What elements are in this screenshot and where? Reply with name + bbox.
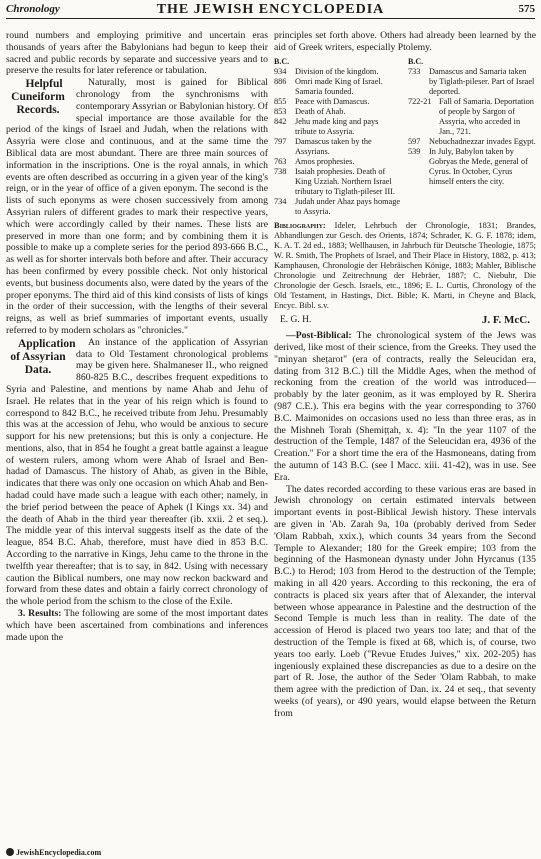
signature-author: J. F. McC. <box>481 314 530 327</box>
era-label: B.C. <box>408 56 424 66</box>
chronology-entry <box>274 107 402 117</box>
entry-event: Nebuchadnezzar invades Egypt. <box>429 136 536 146</box>
entry-year: 934 <box>274 66 287 76</box>
chronology-entry <box>274 137 402 157</box>
entry-year: 738 <box>274 166 287 176</box>
paragraph: principles set forth above. Others had already been learned by the aid of Greek writers, especially Ptolemy. <box>274 30 536 53</box>
chronology-entry <box>274 197 402 217</box>
chronology-column-left <box>274 57 402 217</box>
signature-initials: E. G. H. <box>280 315 312 326</box>
entry-year: 597 <box>408 136 421 146</box>
entry-year: 763 <box>274 156 287 166</box>
chronology-column-right <box>408 57 536 217</box>
entry-event: Fall of Samaria. Deportation of people by Sargon of Assyria, who acceded in Jan., 721. <box>439 96 534 136</box>
right-column <box>274 30 536 720</box>
running-header <box>6 2 535 19</box>
entry-event: Damascus taken by the Assyrians. <box>295 136 372 156</box>
chronology-entry <box>274 77 402 97</box>
bibliography-label: Bibliography: <box>274 220 326 230</box>
entry-event: In July, Babylon taken by Gobryas the Mede, general of Cyrus. In October, Cyrus himself enters the city. <box>429 146 528 186</box>
entry-year: 842 <box>274 116 287 126</box>
entry-year: 853 <box>274 106 287 116</box>
entry-year: 539 <box>408 146 421 156</box>
section-lead: 3. Results: <box>18 608 62 620</box>
entry-event: Omri made King of Israel. Samaria founded. <box>295 76 383 96</box>
site-watermark: JewishEncyclopedia.com <box>6 848 101 857</box>
era-label: B.C. <box>274 56 290 66</box>
entry-year: 733 <box>408 66 421 76</box>
margin-heading-assyrian: Application of Assyrian Data. <box>10 337 76 376</box>
entry-event: Amos prophesies. <box>295 156 355 166</box>
chronology-entry <box>274 157 402 167</box>
entry-year: 886 <box>274 76 287 86</box>
entry-year: 855 <box>274 96 287 106</box>
section-lead: —Post-Biblical: <box>286 330 352 342</box>
entry-event: Isaiah prophesies. Death of King Uzziah. Northern Israel tributary to Tiglath-pileser III. <box>295 166 396 196</box>
chronology-entry <box>408 147 536 187</box>
paragraph: 3. Results: The following are some of the most important dates which have been ascertained from combinations and inferences made upon the <box>6 608 268 643</box>
chronology-entry <box>274 117 402 137</box>
entry-event: Damascus and Samaria taken by Tiglath-pileser. Part of Israel deported. <box>429 66 535 96</box>
chronology-table <box>274 57 536 217</box>
entry-event: Judah under Ahaz pays homage to Assyria. <box>295 196 401 216</box>
chronology-entry <box>408 97 536 137</box>
entry-event: Division of the kingdom. <box>295 66 379 76</box>
author-signatures <box>274 315 536 327</box>
entry-year: 797 <box>274 136 287 146</box>
header-section-title: Chronology <box>6 3 60 15</box>
paragraph: Helpful Cuneiform Records. Naturally, most is gained for Biblical chronology from the synchronisms with contemporary Assyrian or Babylonian history. Of special importance are those available for the period of the kings of Israel and Judah, when the relations with Assyria were close and continuous, and at the same time the Biblical data are most abundant. There are three main sources of information in the inscriptions. One is the royal annals, in which events are often described as occurring in a given year of the king's reign, or in the year of office of a given eponym. The second is the lists of such eponyms as were chosen successively from among Assyrian rulers of different grades to mark their respective years, which were accordingly called by their names. These lists are preserved in more than one form; and by combining them it is possible to make up a complete series for the period 893-666 B.C., as well as for shorter intervals both before and after. Their accuracy has been confirmed by every possible check. Not only historical events, but business documents also, were dated by the years of the proper eponyms. The third aid of this kind consists of lists of kings in the order of their succession, with the lengths of their several reigns, as well as brief summaries of important events, usually referred to by modern scholars as "chronicles." <box>6 77 268 336</box>
copyright-icon <box>6 848 14 856</box>
paragraph: The dates recorded according to these various eras are based in Jewish chronology on certain estimated intervals between important events in post-Biblical Jewish history. These intervals are given in 'Ab. Zarah 9a, 10a (probably derived from Seder 'Olam Rabbah, xxix.), which counts 34 years from the Second Temple to Alexander; 180 for the Greek empire; 103 from the beginning of the Hasmonean dynasty under John Hyrcanus (135 B.C.) to Herod; 103 from Herod to the destruction of the Temple; making in all 420 years. According to this reckoning, the era of contracts is placed six years after that of Alexander, the interval between whose appearance in Palestine and the destruction of the Second Temple is much less than in reality. The date of the accession of Herod is placed two years too late; and that of the destruction of the Temple is fixed at 68, which is, of course, two years too early. Loeb ("Revue Etudes Juives," xix. 202-205) has ingeniously explained these discrepancies as due to a desire on the part of R. Jose, the author of the Seder 'Olam Rabbah, to make them agree with the prediction of Dan. ix. 24 et seq., that seventy weeks (of years), or 490 years, would elapse between the Return from <box>274 483 536 719</box>
paragraph: —Post-Biblical: The chronological system of the Jews was derived, like most of their science, from the Greeks. They used the "minyan sheṭarot" (era of contracts, really the Seleucidan era, dating from 312 B.C.) till the Middle Ages, when the method of reckoning from the creation of the world was introduced—probably by the later geonim, as it was employed by R. Sherira (987 C.E.). This era begins with the year corresponding to 3760 B.C. Maimonides on occasions used no less than three eras, as in the Mishneh Torah (Shemiṭṭah, x. 4): "In the year 1107 of the destruction of the Temple, 1487 of the Seleucidan era, 4936 of the Creation." For a short time the era of the Hasmoneans, dating from the autumn of 143 B.C. (see I Macc. xiii. 41-42), was in use. See Era. <box>274 330 536 483</box>
chronology-entry <box>274 167 402 197</box>
chronology-entry <box>408 67 536 97</box>
paragraph: round numbers and employing primitive and uncertain eras thousands of years after the Babylonians had begun to keep their sacred and public records by separate and successive years and to preserve the results for later reference or tabulation. <box>6 30 268 77</box>
chronology-entry <box>408 137 536 147</box>
page-number: 575 <box>518 3 535 15</box>
entry-event: Death of Ahab. <box>295 106 346 116</box>
header-publication-title: THE JEWISH ENCYCLOPEDIA <box>156 2 385 17</box>
bibliography: Bibliography: Ideler, Lehrbuch der Chronologie, 1831; Brandes, Abhandlungen zur Gesch. des Orients, 1874; Schrader, K. G. F. 1878; idem, K. A. T. 2d ed., 1883; Wellhausen, in Jahrbuch für Deutsche Theologie, 1875; W. R. Smith, The Prophets of Israel, and Their Place in History, 1882, p. 413; Kamphausen, Chronologie der Hebräischen Könige, 1883; Mahler, Biblische Chronologie und Zeitrechnung der Hebräer, 1887; C. Niebuhr, Die Chronologie der Gesch. Israels, etc., 1896; E. L. Curtis, Chronology of the Old Testament, in Hastings, Dict. Bible; K. Marti, in Cheyne and Black, Encyc. Bibl. s.v. <box>274 220 536 311</box>
entry-year: 722-21 <box>408 96 432 106</box>
chronology-entry <box>274 67 402 77</box>
entry-event: Peace with Damascus. <box>295 96 370 106</box>
entry-year: 734 <box>274 196 287 206</box>
left-column <box>6 30 268 643</box>
paragraph: Application of Assyrian Data. An instance of the application of Assyrian data to Old Testament chronological problems may be given here. Shalmaneser II., who reigned 860-825 B.C., describes frequent expeditions to Syria and Palestine, and mentions by name Ahab and Jehu of Israel. He relates that in the year of his reign which is found to correspond to 842 B.C., he received tribute from Jehu. Presumably this was at the accession of Jehu, who would be anxious to secure support for his new pretensions; but this is only a conjecture. He mentions, also, that in 854 he fought a great battle against a league of western rulers, among whom were Ahab of Israel and Ben-hadad of Damascus. The history of Ahab, as given in the Bible, indicates that there was only one occasion on which Ahab and Ben-hadad could have made such a league with each other; namely, in the brief period between the peace of Aphek (I Kings xx. 34) and the death of Ahab in the third year thereafter (ib. xxii. 2 et seq.). The middle year of this interval suggests itself as the date of the league, 854 B.C. Ahab, therefore, must have died in 853 B.C. According to the narrative in Kings, Jehu came to the throne in the twelfth year thereafter; that is to say, in 842. Using with necessary caution the Biblical numbers, one may now reckon backward and forward from these dates and obtain a fairly correct chronology of the whole period from the schism to the close of the Exile. <box>6 336 268 608</box>
margin-heading-cuneiform: Helpful Cuneiform Records. <box>11 78 65 117</box>
chronology-entry <box>274 97 402 107</box>
entry-event: Jehu made king and pays tribute to Assyria. <box>295 116 379 136</box>
